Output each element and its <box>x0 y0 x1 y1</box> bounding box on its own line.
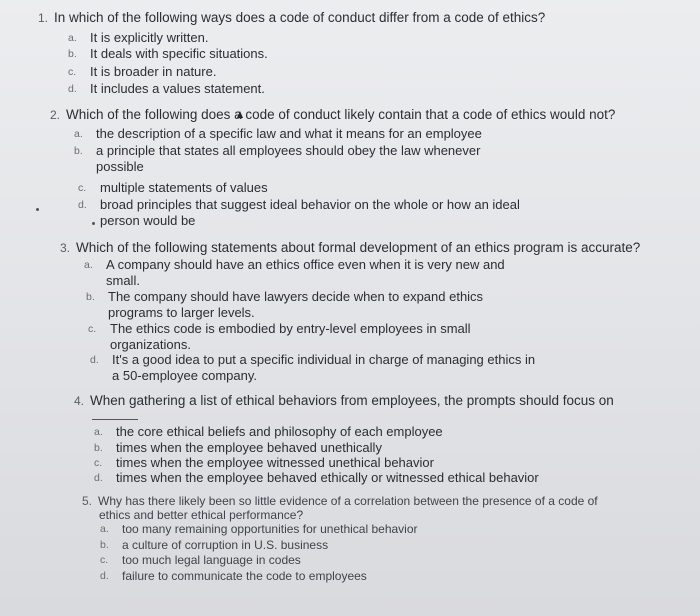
page-mark <box>36 208 39 211</box>
question-number: 3. <box>60 241 71 255</box>
question-2 <box>50 107 615 122</box>
option-letter: d. <box>100 569 109 582</box>
option-letter: c. <box>68 66 77 78</box>
option-letter: a. <box>100 523 109 535</box>
question-1-option-a <box>68 30 208 46</box>
option-letter: a. <box>68 32 77 44</box>
option-letter: c. <box>78 182 87 194</box>
option-text: a principle that states all employees should obey the law whenever <box>96 143 481 158</box>
option-text-continued: possible <box>96 159 144 174</box>
option-letter: d. <box>90 354 99 366</box>
option-text: too much legal language in codes <box>122 553 301 567</box>
question-3-option-d <box>90 352 535 384</box>
question-1-option-d <box>68 81 265 97</box>
question-number: 1. <box>38 11 49 25</box>
question-1-text: 1. In which of the following ways does a code of conduct differ from a code of ethics? <box>38 10 546 25</box>
option-letter: b. <box>100 538 109 551</box>
page-mark <box>92 222 95 225</box>
question-3-option-a <box>84 257 505 289</box>
question-3-option-c <box>88 321 471 353</box>
option-text: times when the employee witnessed unethical behavior <box>116 455 434 470</box>
option-text: too many remaining opportunities for unethical behavior <box>122 522 418 536</box>
option-text-continued: programs to larger levels. <box>108 305 255 320</box>
question-4-text: 4. When gathering a list of ethical behaviors from employees, the prompts should focus on <box>74 393 614 408</box>
option-letter: d. <box>68 83 77 95</box>
option-text: It is broader in nature. <box>90 64 217 79</box>
option-text: times when the employee behaved ethically or witnessed ethical behavior <box>116 470 539 485</box>
question-number: 4. <box>74 394 85 408</box>
option-text: the description of a specific law and what it means for an employee <box>96 126 482 141</box>
option-text: broad principles that suggest ideal behavior on the whole or how an ideal <box>100 197 520 212</box>
option-text: multiple statements of values <box>100 180 268 195</box>
question-number: 2. <box>50 108 61 122</box>
option-text: It includes a values statement. <box>90 81 265 96</box>
option-text-continued: person would be <box>100 213 196 228</box>
question-5-option-c <box>100 553 418 569</box>
option-text: It is explicitly written. <box>90 30 209 45</box>
question-5-option-a <box>100 522 418 538</box>
question-3-option-b <box>86 289 483 321</box>
option-letter: a. <box>84 259 93 271</box>
question-4-option-a <box>94 424 443 440</box>
question-5 <box>82 494 598 522</box>
option-letter: a. <box>74 128 83 140</box>
question-3 <box>60 240 640 255</box>
question-2-option-b <box>74 143 480 175</box>
option-text-continued: a 50-employee company. <box>112 368 258 383</box>
option-letter: d. <box>78 199 87 211</box>
option-letter: b. <box>74 145 83 157</box>
option-letter: a. <box>94 426 103 438</box>
option-text: The company should have lawyers decide when to expand ethics <box>108 289 484 304</box>
answer-blank <box>92 418 138 420</box>
question-4-option-c <box>94 455 434 471</box>
option-text: A company should have an ethics office even when it is very new and <box>106 257 505 272</box>
option-letter: c. <box>100 554 109 566</box>
option-text: The ethics code is embodied by entry-level employees in small <box>110 321 471 336</box>
option-letter: c. <box>88 323 97 335</box>
option-letter: d. <box>94 472 103 484</box>
option-text: It's a good idea to put a specific individual in charge of managing ethics in <box>112 352 536 367</box>
option-text-continued: small. <box>106 273 140 288</box>
question-1-option-b <box>68 46 268 62</box>
option-letter: b. <box>68 48 77 60</box>
question-2-option-a <box>74 126 482 142</box>
option-text: the core ethical beliefs and philosophy of each employee <box>116 424 443 439</box>
option-letter: b. <box>94 442 103 454</box>
option-text-continued: organizations. <box>110 337 191 352</box>
question-3-text: 3. Which of the following statements about formal development of an ethics program is accurate? <box>60 240 641 255</box>
option-letter: b. <box>86 291 95 303</box>
question-4 <box>74 393 614 408</box>
question-2-text: 2. Which of the following does a code of conduct likely contain that a code of ethics would not? <box>50 107 616 122</box>
question-1-option-c <box>68 64 216 80</box>
question-5-text-continued: ethics and better ethical performance? <box>99 508 304 522</box>
question-5-text: 5. Why has there likely been so little evidence of a correlation between the presence of a code of <box>82 494 598 508</box>
question-number: 5. <box>82 494 93 508</box>
question-2-option-d <box>78 197 520 229</box>
question-2-option-c <box>78 180 268 196</box>
question-4-option-b <box>94 440 382 456</box>
question-4-option-d <box>94 470 539 486</box>
question-5-option-b <box>100 538 418 554</box>
option-letter: c. <box>94 457 103 469</box>
question-1 <box>38 10 545 25</box>
option-text: a culture of corruption in U.S. business <box>122 537 329 552</box>
question-5-options <box>100 522 418 584</box>
question-5-option-d <box>100 569 418 585</box>
option-text: failure to communicate the code to employees <box>122 568 367 583</box>
option-text: It deals with specific situations. <box>90 46 268 61</box>
option-text: times when the employee behaved unethically <box>116 440 382 455</box>
